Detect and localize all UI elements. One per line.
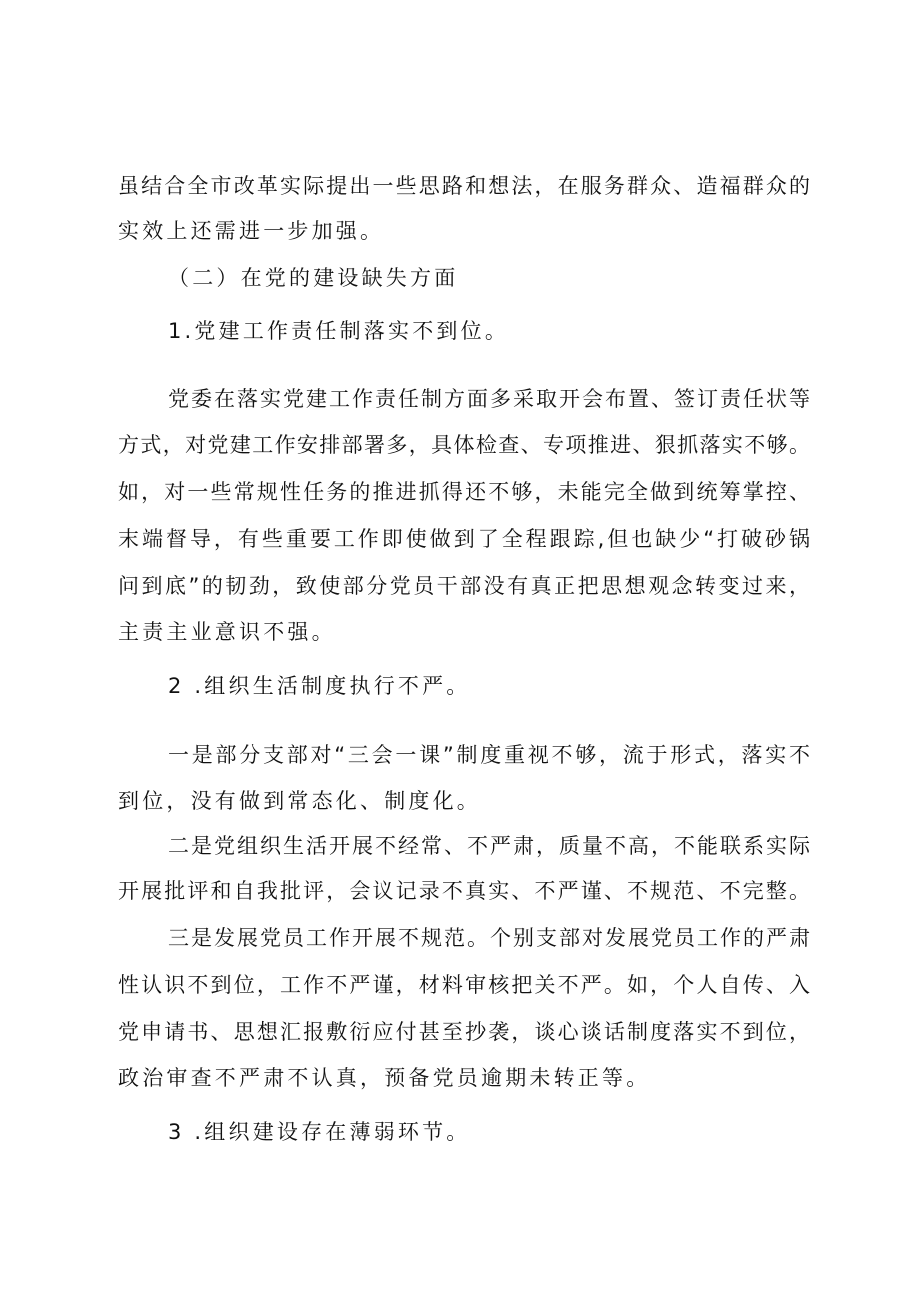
- paragraph-line: 开展批评和自我批评，会议记录不真实、不严谨、不规范、不完整。: [118, 879, 810, 903]
- paragraph-line: 虽结合全市改革实际提出一些思路和想法，在服务群众、造福群众的: [118, 174, 810, 198]
- paragraph-line: 方式，对党建工作安排部署多，具体检查、专项推进、狠抓落实不够。: [118, 433, 810, 457]
- paragraph-line: 主责主业意识不强。: [118, 620, 336, 644]
- section-heading: （二）在党的建设缺失方面: [168, 266, 459, 290]
- paragraph-line: 问到底”的韧劲，致使部分党员干部没有真正把思想观念转变过来，: [118, 574, 810, 598]
- paragraph-line: 党委在落实党建工作责任制方面多采取开会布置、签订责任状等: [168, 387, 810, 411]
- paragraph-line: 如，对一些常规性任务的推进抓得还不够，未能完全做到统筹掌控、: [118, 480, 810, 504]
- paragraph-line: 末端督导，有些重要工作即使做到了全程跟踪,但也缺少“打破砂锅: [118, 527, 810, 551]
- paragraph-line: 三是发展党员工作开展不规范。个别支部对发展党员工作的严肃: [168, 926, 810, 950]
- paragraph-line: 政治审查不严肃不认真，预备党员逾期未转正等。: [118, 1066, 651, 1090]
- item-2-heading: 2 .组织生活制度执行不严。: [168, 674, 471, 698]
- item-3-heading: 3 .组织建设存在薄弱环节。: [168, 1120, 471, 1144]
- paragraph-line: 党申请书、思想汇报敷衍应付甚至抄袭，谈心谈话制度落实不到位，: [118, 1020, 810, 1044]
- paragraph-line: 到位，没有做到常态化、制度化。: [118, 789, 481, 813]
- paragraph-line: 性认识不到位，工作不严谨，材料审核把关不严。如，个人自传、入: [118, 973, 810, 997]
- paragraph-line: 实效上还需进一步加强。: [118, 219, 385, 243]
- paragraph-line: 一是部分支部对“三会一课”制度重视不够，流于形式，落实不: [168, 743, 810, 767]
- paragraph-line: 二是党组织生活开展不经常、不严肃，质量不高，不能联系实际: [168, 834, 810, 858]
- item-1-heading: 1.党建工作责任制落实不到位。: [168, 319, 510, 343]
